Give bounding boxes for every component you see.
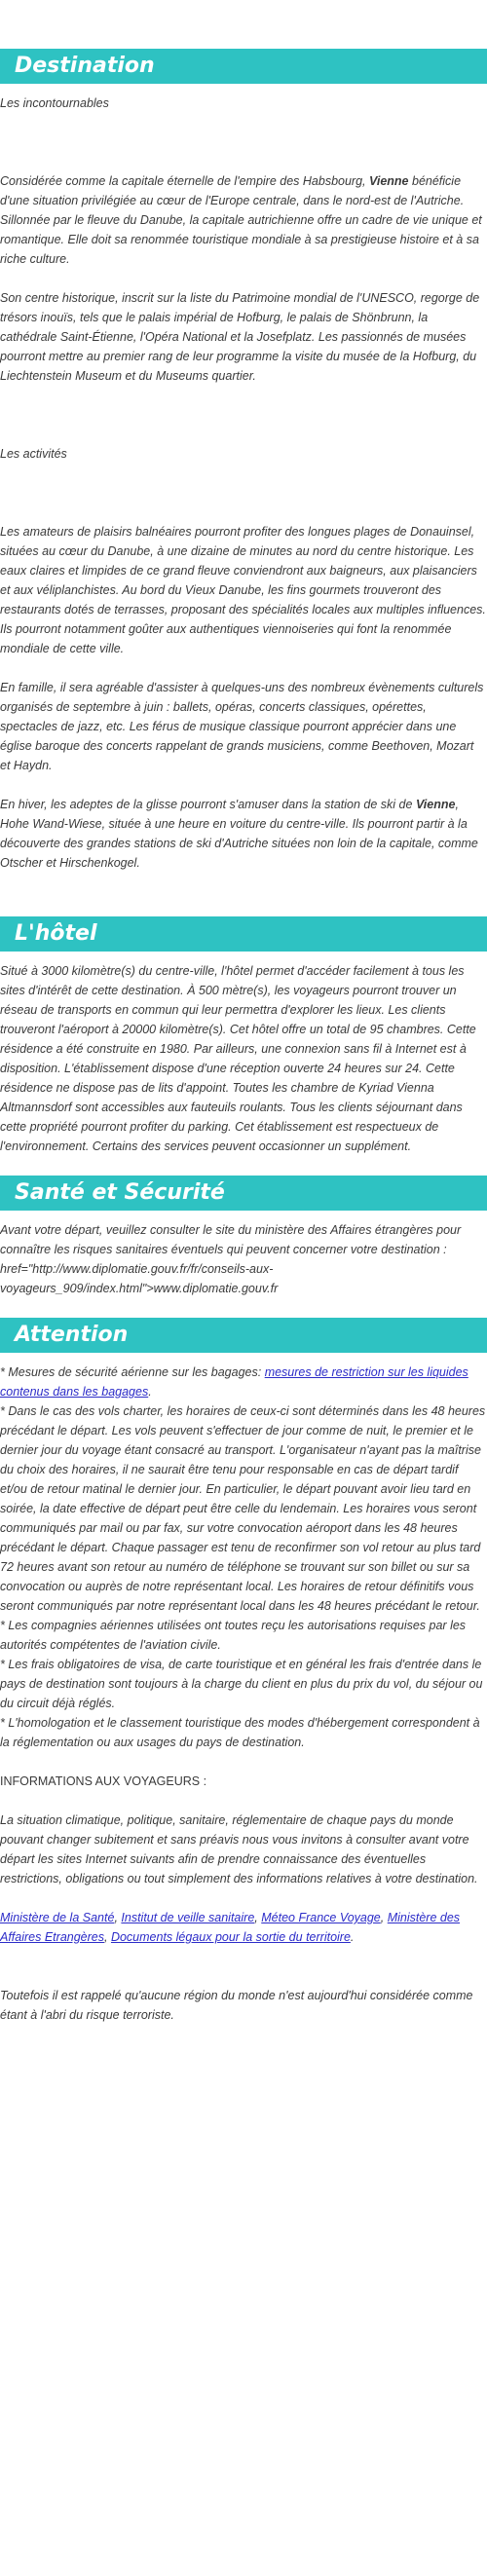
- link-veille-sanitaire[interactable]: Institut de veille sanitaire: [121, 1911, 255, 1924]
- attention-content: [0, 1353, 487, 2025]
- link-documents-legaux[interactable]: Documents légaux pour la sortie du territoire: [110, 1930, 351, 1944]
- link-ministere-sante[interactable]: Ministère de la Santé: [0, 1911, 115, 1924]
- info-voyageurs-heading: INFORMATIONS AUX VOYAGEURS :: [0, 1774, 207, 1788]
- destination-paragraph-2: Son centre historique, inscrit sur la liste du Patrimoine mondial de l'UNESCO, regorge de trésors inouïs, tels que le palais impérial de Hofburg, le palais de Shönbrunn, la cathédrale Saint-Étienne, l'Opéra National et la Josefplatz. Les passionnés de musées pourront mettre au premier rang de leur programme la visite du musée de la Hofburg, du Liechtenstein Museum et du Museums quartier.: [0, 291, 480, 383]
- destination-paragraph-3: Les amateurs de plaisirs balnéaires pourront profiter des longues plages de Donauinsel, situées au cœur du Danube, à une dizaine de minutes au nord du centre historique. Les eaux claires et limpides de ce grand fleuve conviendront aux baigneurs, aux plaisanciers et aux véliplanchistes. Au bord du Vieux Danube, les fins gourmets trouveront des restaurants dotés de terrasses, proposant des spécialités locales aux multiples influences. Ils pourront notamment goûter aux authentiques viennoiseries qui font la renommée mondiale de cette ville.: [0, 525, 486, 655]
- vienne-bold: Vienne: [368, 174, 409, 188]
- attention-item-2: * Dans le cas des vols charter, les horaires de ceux-ci sont déterminés dans les 48 heures précédant le départ. Les vols peuvent s'effectuer de jour comme de nuit, le premier et le dernier jour du voyage étant consacré au transport. L'organisateur n'ayant pas la maîtrise du choix des horaires, il ne saurait être tenu pour responsable en cas de départ tardif et/ou de retour matinal le dernier jour. En particulier, le départ pouvant avoir lieu tard en soirée, la date effective de départ peut être celle du lendemain. Les horaires vous seront communiqués par mail ou par fax, sur votre convocation aéroport dans les 48 heures précédant le départ. Chaque passager est tenu de reconfirmer son vol retour au plus tard 72 heures avant son retour au numéro de téléphone se trouvant sur son billet ou sur sa convocation ou auprès de notre représentant local. Les horaires de retour définitifs vous seront communiqués par notre représentant local dans les 48 heures précédant le retour.: [0, 1404, 486, 1613]
- attention-item-1: * Mesures de sécurité aérienne sur les bagages: mesures de restriction sur les liquides contenus dans les bagages.: [0, 1365, 468, 1399]
- destination-content: [0, 84, 487, 873]
- info-voyageurs-paragraph: La situation climatique, politique, sanitaire, réglementaire de chaque pays du monde pouvant changer subitement et sans préavis nous vous invitons à consulter avant votre départ les sites Internet suivants afin de prendre connaissance des éventuelles restrictions, obligations ou tout simplement des informations relatives à votre destination.: [0, 1813, 478, 1885]
- destination-paragraph-1: Considérée comme la capitale éternelle de l'empire des Habsbourg, Vienne bénéficie d'une situation privilégiée au cœur de l'Europe centrale, dans le nord-est de l'Autriche. Sillonnée par le fleuve du Danube, la capitale autrichienne offre un cadre de vie unique et romantique. Elle doit sa renommée touristique mondiale à sa prestigieuse histoire et à sa riche culture.: [0, 174, 482, 266]
- link-affaires-etrangeres[interactable]: Ministère des Affaires Etrangères: [0, 1911, 461, 1944]
- section-header-sante: Santé et Sécurité: [0, 1176, 487, 1211]
- attention-item-5: * L'homologation et le classement touristique des modes d'hébergement correspondent à la réglementation ou aux usages du pays de destination.: [0, 1716, 480, 1749]
- sante-paragraph: Avant votre départ, veuillez consulter le site du ministère des Affaires étrangères pour connaître les risques sanitaires éventuels qui peuvent concerner votre destination : href="http://www.diplomatie.gouv.fr/fr/conseils-aux-voyageurs_909/index.html">www.diplomatie.gouv.fr: [0, 1223, 462, 1295]
- destination-paragraph-4: En famille, il sera agréable d'assister à quelques-uns des nombreux évènements culturels organisés de septembre à juin : ballets, opéras, concerts classiques, opérettes, spectacles de jazz, etc. Les férus de musique classique pourront apprécier dans une église baroque des concerts rappelant de grands musiciens, comme Beethoven, Mozart et Haydn.: [0, 681, 484, 772]
- attention-item-3: * Les compagnies aériennes utilisées ont toutes reçu les autorisations requises par les autorités compétentes de l'aviation civile.: [0, 1619, 467, 1652]
- section-header-hotel: L'hôtel: [0, 916, 487, 952]
- terrorism-note: Toutefois il est rappelé qu'aucune région du monde n'est aujourd'hui considérée comme étant à l'abri du risque terroriste.: [0, 1989, 473, 2022]
- vienne-bold-2: Vienne: [415, 798, 456, 811]
- sante-content: [0, 1211, 487, 1298]
- attention-item-4: * Les frais obligatoires de visa, de carte touristique et en général les frais d'entrée dans le pays de destination sont toujours à la charge du client en plus du prix du vol, du séjour ou du circuit déjà réglés.: [0, 1658, 483, 1710]
- section-header-destination: Destination: [0, 49, 487, 84]
- liquides-restriction-link[interactable]: mesures de restriction sur les liquides contenus dans les bagages: [0, 1365, 468, 1399]
- incontournables-label: Les incontournables: [0, 96, 109, 110]
- info-links: Ministère de la Santé, Institut de veille sanitaire, Méteo France Voyage, Ministère des Affaires Etrangères, Documents légaux pour la sortie du territoire.: [0, 1911, 461, 1944]
- link-meteo-france[interactable]: Méteo France Voyage: [261, 1911, 381, 1924]
- hotel-paragraph: Situé à 3000 kilomètre(s) du centre-ville, l'hôtel permet d'accéder facilement à tous les sites d'intérêt de cette destination. À 500 mètre(s), les voyageurs pourront trouver un réseau de transports en commun qui leur permettra d'explorer les lieux. Les clients trouveront l'aéroport à 20000 kilomètre(s). Cet hôtel offre un total de 95 chambres. Cette résidence a été construite en 1980. Par ailleurs, une connexion sans fil à Internet est à disposition. L'établissement dispose d'une réception ouverte 24 heures sur 24. Cette résidence ne dispose pas de lits d'appoint. Toutes les chambre de Kyriad Vienna Altmannsdorf sont accessibles aux fauteuils roulants. Tous les clients séjournant dans cette propriété pourront profiter du parking. Cet établissement est respectueux de l'environnement. Certains des services peuvent occasionner un supplément.: [0, 964, 476, 1153]
- hotel-content: [0, 952, 487, 1156]
- destination-paragraph-5: En hiver, les adeptes de la glisse pourront s'amuser dans la station de ski de Vienne, Hohe Wand-Wiese, située à une heure en voiture du centre-ville. Ils pourront partir à la découverte des grandes stations de ski d'Autriche situées non loin de la capitale, comme Otscher et Hirschenkogel.: [0, 798, 478, 870]
- activites-label: Les activités: [0, 447, 67, 461]
- section-header-attention: Attention: [0, 1318, 487, 1353]
